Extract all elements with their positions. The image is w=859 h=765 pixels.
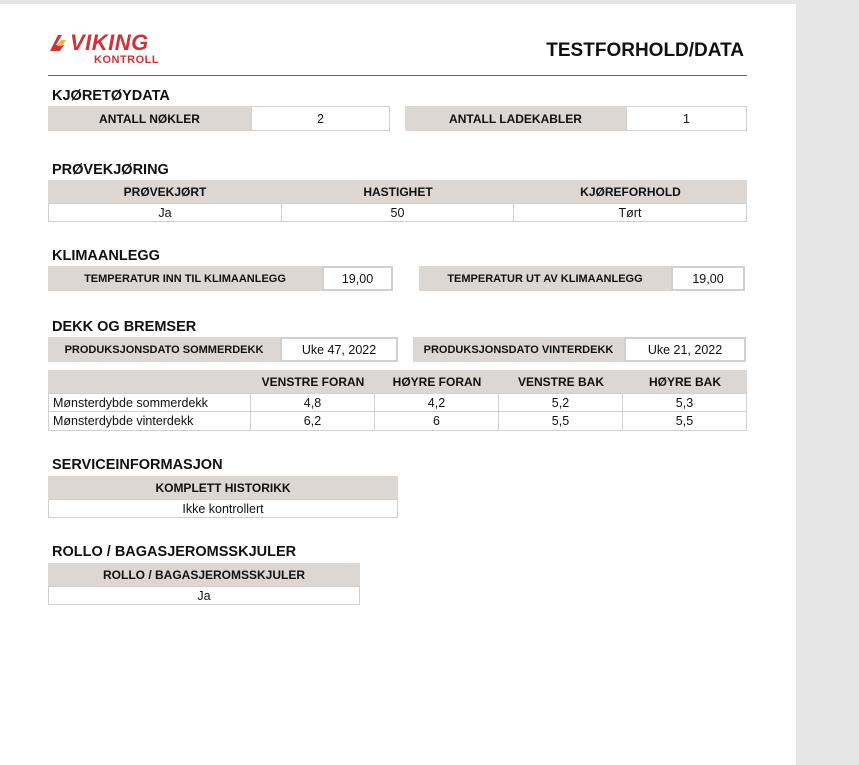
tire-table-header: HØYRE BAK [623,370,747,393]
cables-value: 1 [626,106,747,131]
table-cell: 6 [375,412,499,431]
provekjoring-header: KJØREFORHOLD [514,180,747,203]
cables-label: ANTALL LADEKABLER [405,106,626,131]
winter-tire-date-label: PRODUKSJONSDATO VINTERDEKK [413,337,624,362]
tire-table-header [48,370,251,393]
keys-value: 2 [251,106,390,131]
provekjoring-value: 50 [282,203,514,222]
temp-out-value: 19,00 [671,266,745,291]
table-row-label: Mønsterdybde sommerdekk [48,393,251,412]
table-cell: 6,2 [251,412,375,431]
service-history-value: Ikke kontrollert [48,499,398,518]
table-cell: 5,3 [623,393,747,412]
section-title-service: SERVICEINFORMASJON [52,457,223,473]
report-page [0,4,796,765]
header-divider [48,75,747,76]
provekjoring-value: Tørt [514,203,747,222]
viking-kontroll-logo [48,30,160,68]
provekjoring-value: Ja [48,203,282,222]
tire-table-header: VENSTRE BAK [499,370,623,393]
section-title-provekjoring: PRØVEKJØRING [52,162,169,178]
page-title: TESTFORHOLD/DATA [546,40,744,61]
rollo-value: Ja [48,586,360,605]
tire-table-header: HØYRE FORAN [375,370,499,393]
rollo-header: ROLLO / BAGASJEROMSSKJULER [48,563,360,586]
winter-tire-date-value: Uke 21, 2022 [624,337,746,362]
provekjoring-header: PRØVEKJØRT [48,180,282,203]
summer-tire-date-label: PRODUKSJONSDATO SOMMERDEKK [48,337,280,362]
temp-out-label: TEMPERATUR UT AV KLIMAANLEGG [419,266,671,291]
section-title-dekk: DEKK OG BREMSER [52,319,197,335]
service-history-header: KOMPLETT HISTORIKK [48,476,398,499]
summer-tire-date-value: Uke 47, 2022 [280,337,398,362]
temp-in-label: TEMPERATUR INN TIL KLIMAANLEGG [48,266,322,291]
section-title-rollo: ROLLO / BAGASJEROMSSKJULER [52,544,297,560]
logo-subtitle: KONTROLL [94,54,160,66]
temp-in-value: 19,00 [322,266,393,291]
section-title-kjoretoydata: KJØRETØYDATA [52,88,170,104]
table-cell: 5,2 [499,393,623,412]
logo-wordmark: VIKING [70,30,149,55]
table-cell: 5,5 [623,412,747,431]
keys-label: ANTALL NØKLER [48,106,251,131]
section-title-klimaanlegg: KLIMAANLEGG [52,248,160,264]
table-row-label: Mønsterdybde vinterdekk [48,412,251,431]
tire-table-header: VENSTRE FORAN [251,370,375,393]
table-cell: 4,8 [251,393,375,412]
provekjoring-header: HASTIGHET [282,180,514,203]
table-cell: 5,5 [499,412,623,431]
table-cell: 4,2 [375,393,499,412]
logo-flame-icon [48,33,72,53]
